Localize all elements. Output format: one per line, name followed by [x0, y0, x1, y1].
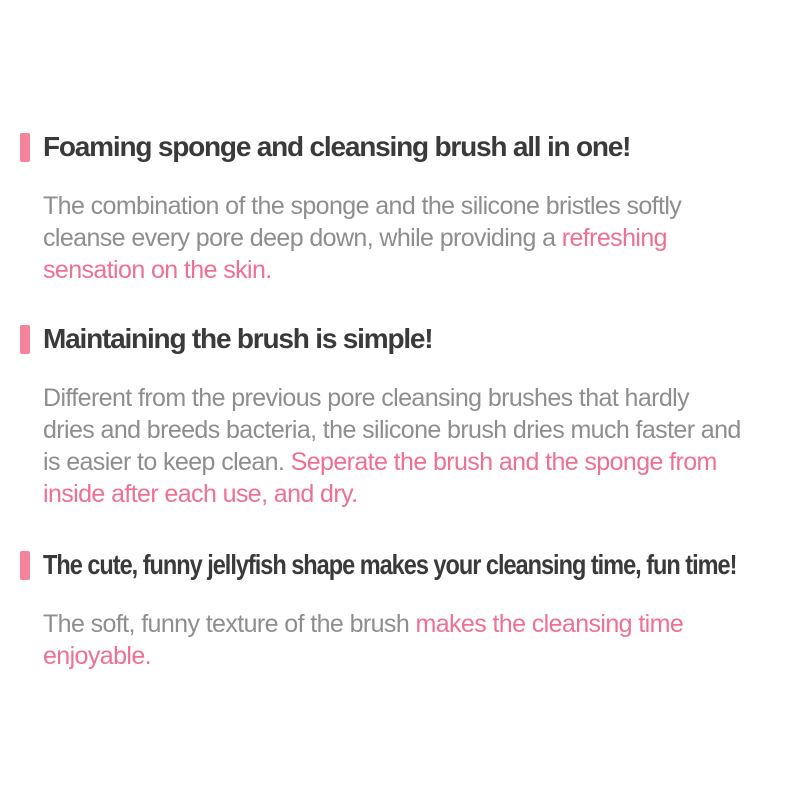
accent-bar-icon [20, 325, 30, 354]
section-body [43, 608, 743, 672]
section-body [43, 382, 743, 510]
body-text-plain: The soft, funny texture of the brush [43, 610, 416, 638]
section-jellyfish-shape [20, 548, 780, 672]
body-text-plain: The combination of the sponge and the silicone bristles softly cleanse every pore deep down, while providing a [43, 192, 682, 252]
section-body [43, 190, 743, 286]
section-heading: The cute, funny jellyfish shape makes your cleansing time, fun time! [43, 549, 737, 580]
section-maintaining-brush [20, 322, 780, 510]
accent-bar-icon [20, 133, 30, 162]
section-heading-row [20, 548, 780, 582]
body-text-highlight: Seperate the brush and the sponge from inside after each use, and dry. [43, 448, 717, 508]
accent-bar-icon [20, 551, 30, 580]
body-text-highlight: makes the cleansing time enjoyable. [43, 610, 684, 670]
section-heading-row [20, 130, 780, 164]
section-heading-row [20, 322, 780, 356]
body-text-highlight: refreshing sensation on the skin. [43, 224, 667, 284]
section-heading: Maintaining the brush is simple! [43, 323, 433, 354]
section-foaming-sponge [20, 130, 780, 286]
section-heading: Foaming sponge and cleansing brush all in one! [43, 131, 631, 162]
body-text-plain: Different from the previous pore cleansing brushes that hardly dries and breeds bacteria, the silicone brush dries much faster and is easier to keep clean. [43, 384, 741, 476]
